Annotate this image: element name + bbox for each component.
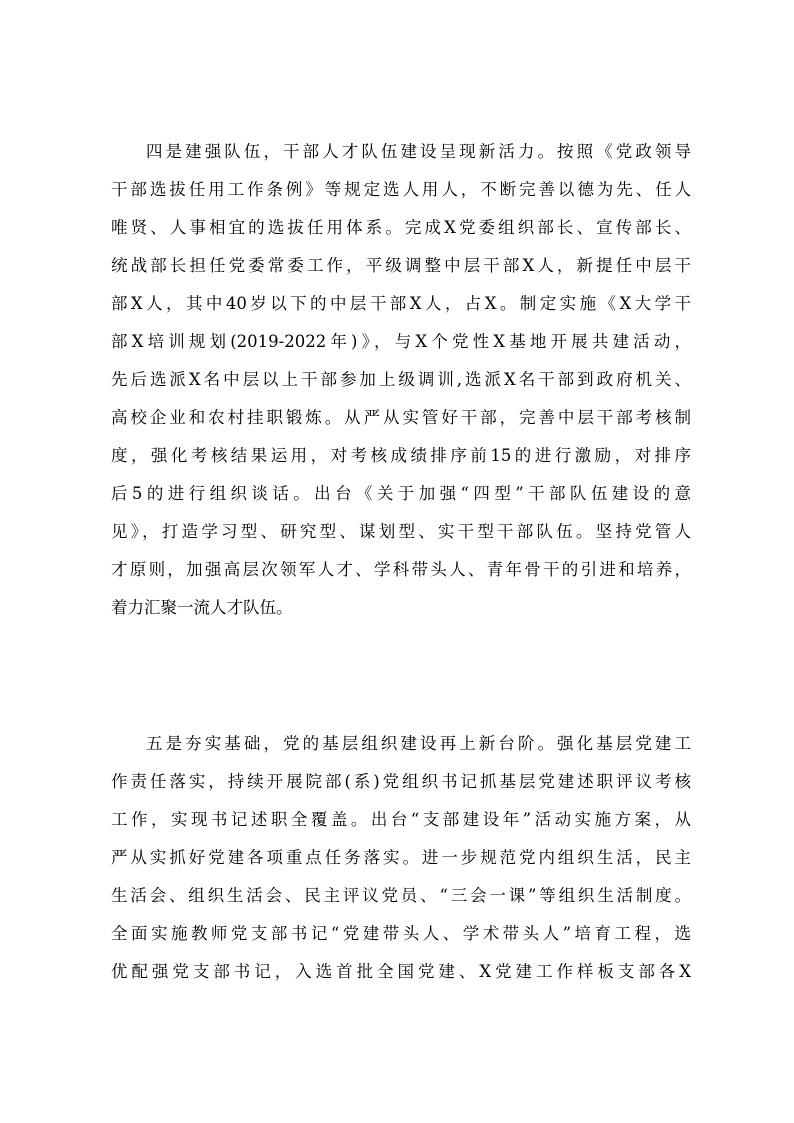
- paragraph-team-building: [111, 133, 691, 627]
- paragraph-line: 五是夯实基础，党的基层组织建设再上新台阶。强化基层党建工: [146, 734, 691, 753]
- paragraph-line: 优配强党支部书记，入选首批全国党建、X党建工作样板支部各X: [111, 962, 691, 981]
- paragraph-line: 部X人，其中40岁以下的中层干部X人，占X。制定实施《X大学干: [111, 294, 691, 313]
- paragraph-line: 唯贤、人事相宜的选拔任用体系。完成X党委组织部长、宣传部长、: [111, 218, 691, 237]
- paragraph-line: 后5的进行组织谈话。出台《关于加强“四型”干部队伍建设的意: [111, 484, 691, 503]
- paragraph-line: 干部选拔任用工作条例》等规定选人用人，不断完善以德为先、任人: [111, 180, 691, 199]
- paragraph-line: 部X培训规划(2019-2022年)》，与X个党性X基地开展共建活动，: [111, 332, 691, 351]
- paragraph-line: 严从实抓好党建各项重点任务落实。进一步规范党内组织生活，民主: [111, 848, 691, 867]
- paragraph-line: 高校企业和农村挂职锻炼。从严从实管好干部，完善中层干部考核制: [111, 408, 691, 427]
- paragraph-line: 见》，打造学习型、研究型、谋划型、实干型干部队伍。坚持党管人: [111, 522, 691, 541]
- paragraph-line: 统战部长担任党委常委工作，平级调整中层干部X人，新提任中层干: [111, 256, 691, 275]
- paragraph-line: 四是建强队伍，干部人才队伍建设呈现新活力。按照《党政领导: [146, 142, 691, 161]
- paragraph-line: 先后选派X名中层以上干部参加上级调训,选派X名干部到政府机关、: [111, 370, 691, 389]
- paragraph-line: 作责任落实，持续开展院部(系)党组织书记抓基层党建述职评议考核: [111, 772, 691, 791]
- paragraph-line: 才原则，加强高层次领军人才、学科带头人、青年骨干的引进和培养，: [111, 560, 691, 579]
- paragraph-line: 度，强化考核结果运用，对考核成绩排序前15的进行激励，对排序: [111, 446, 691, 465]
- paragraph-line: 工作，实现书记述职全覆盖。出台“支部建设年”活动实施方案，从: [111, 810, 691, 829]
- paragraph-grassroots-organization: [111, 725, 691, 991]
- paragraph-line: 着力汇聚一流人才队伍。: [111, 598, 293, 617]
- paragraph-line: 全面实施教师党支部书记“党建带头人、学术带头人”培育工程，选: [111, 924, 691, 943]
- paragraph-line: 生活会、组织生活会、民主评议党员、“三会一课”等组织生活制度。: [111, 886, 691, 905]
